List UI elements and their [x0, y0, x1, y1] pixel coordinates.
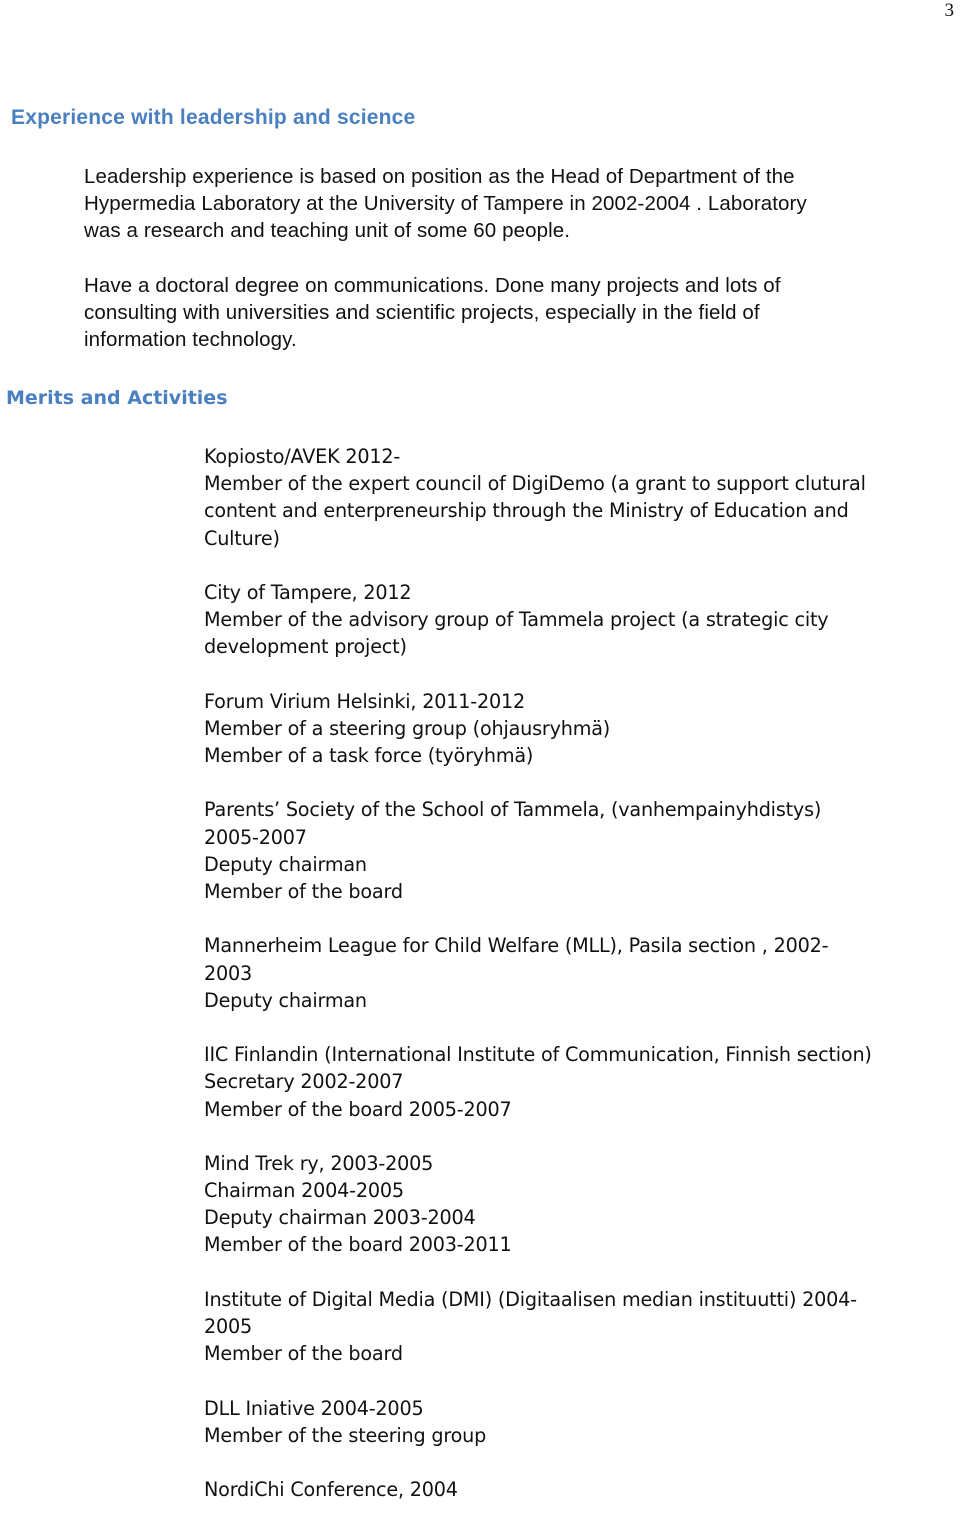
merit-entry-line: 2005-2007 — [204, 825, 307, 849]
merit-entry — [204, 796, 872, 905]
merit-entry-line: Member of the board 2005-2007 — [204, 1097, 512, 1121]
merit-entry-line: development project) — [204, 635, 407, 659]
merit-entry-title: Mind Trek ry, 2003-2005 — [204, 1151, 434, 1175]
merit-entry — [204, 1041, 872, 1123]
merit-entry-line: Member of the expert council of DigiDemo (a grant to support clutural — [204, 472, 866, 496]
merit-entry-title: IIC Finlandin (International Institute of Communication, Finnish section) — [204, 1043, 872, 1067]
experience-paragraph-2 — [84, 272, 781, 353]
merit-entry-line: Deputy chairman — [204, 988, 367, 1012]
page-number: 3 — [944, 0, 954, 21]
experience-heading: Experience with leadership and science — [11, 106, 416, 129]
text-line: Hypermedia Laboratory at the University of Tampere in 2002-2004 . Laboratory — [84, 192, 807, 215]
merit-entry — [204, 688, 872, 770]
merit-entry-title: City of Tampere, 2012 — [204, 580, 412, 604]
merit-entry-title: Parents’ Society of the School of Tammela, (vanhempainyhdistys) — [204, 798, 822, 822]
merit-entry-title: Forum Virium Helsinki, 2011-2012 — [204, 689, 526, 713]
text-line: Have a doctoral degree on communications. Done many projects and lots of — [84, 274, 781, 297]
merit-entry-line: Member of the advisory group of Tammela project (a strategic city — [204, 608, 829, 632]
experience-paragraph-1 — [84, 163, 807, 244]
merit-entry-title: NordiChi Conference, 2004 — [204, 1478, 458, 1502]
merit-entry — [204, 579, 872, 661]
merit-entry-line: Member of a steering group (ohjausryhmä) — [204, 716, 611, 740]
merit-entry-title: Institute of Digital Media (DMI) (Digitaalisen median instituutti) 2004- — [204, 1287, 857, 1311]
merit-entry-line: Chairman 2004-2005 — [204, 1179, 404, 1203]
merit-entry-title: DLL Iniative 2004-2005 — [204, 1396, 424, 1420]
merit-entry-line: Culture) — [204, 526, 280, 550]
text-line: consulting with universities and scientific projects, especially in the field of — [84, 301, 760, 324]
merit-entry-line: Secretary 2002-2007 — [204, 1070, 404, 1094]
merits-list — [204, 443, 872, 1531]
merit-entry-line: 2003 — [204, 961, 253, 985]
merit-entry-title: Kopiosto/AVEK 2012- — [204, 445, 401, 468]
merit-entry — [204, 1476, 872, 1503]
text-line: Leadership experience is based on position as the Head of Department of the — [84, 165, 795, 188]
merit-entry — [204, 1150, 872, 1259]
merit-entry — [204, 1286, 872, 1368]
merit-entry — [204, 443, 872, 552]
merit-entry-line: Member of the board 2003-2011 — [204, 1233, 512, 1257]
merit-entry-line: 2005 — [204, 1315, 253, 1338]
merit-entry-line: Member of the board — [204, 1342, 403, 1366]
merit-entry — [204, 1395, 872, 1449]
text-line: was a research and teaching unit of some 60 people. — [84, 219, 571, 242]
merit-entry-line: Deputy chairman 2003-2004 — [204, 1206, 476, 1230]
merit-entry-line: Member of the board — [204, 880, 403, 903]
merit-entry-line: Member of a task force (työryhmä) — [204, 744, 534, 768]
merits-heading: Merits and Activities — [6, 387, 228, 409]
merit-entry-title: Mannerheim League for Child Welfare (MLL), Pasila section , 2002- — [204, 934, 829, 958]
merit-entry — [204, 932, 872, 1014]
merit-entry-line: Deputy chairman — [204, 852, 367, 876]
merit-entry-line: content and enterpreneurship through the Ministry of Education and — [204, 499, 849, 523]
text-line: information technology. — [84, 328, 297, 351]
merit-entry-line: Member of the steering group — [204, 1423, 487, 1447]
